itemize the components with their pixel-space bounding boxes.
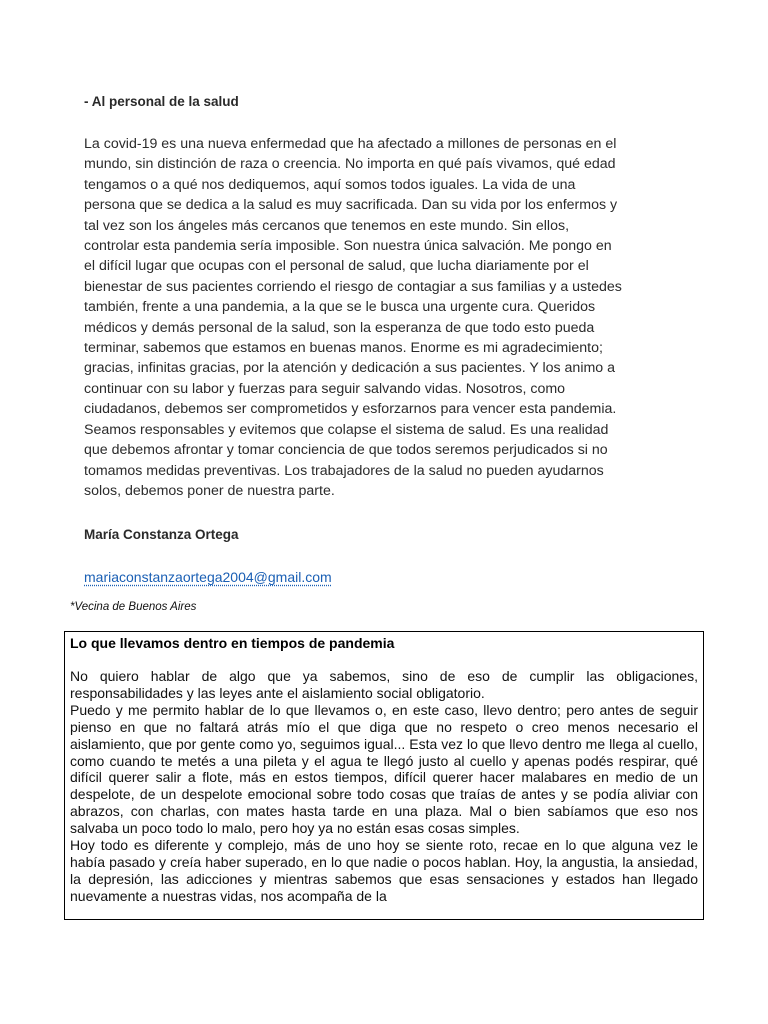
- boxed-article-title: Lo que llevamos dentro en tiempos de pandemia: [70, 635, 395, 651]
- author-email-link[interactable]: mariaconstanzaortega2004@gmail.com: [84, 569, 332, 585]
- boxed-article-paragraph: Hoy todo es diferente y complejo, más de uno hoy se siente roto, recae en lo que alguna vez le había pasado y creía haber superado, en lo que nadie o pocos hablan. Hoy, la angustia, la ansiedad, la depresión, las adicciones y mientras sabemos que esas sensaciones y estados han llegado nuevamente a nuestras vidas, nos acompaña de la: [70, 837, 698, 904]
- boxed-article-paragraph: Puedo y me permito hablar de lo que llevamos o, en este caso, llevo dentro; pero antes de seguir pienso en que no faltará atrás mío el que diga que no respeto o creo menos necesario el aislamiento, que por gente como yo, seguimos igual... Esta vez lo que llevo dentro me llega al cuello, como cuando te metés a una pileta y el agua te llegó justo al cuello y apenas podés respirar, qué difícil querer salir a flote, más en estos tiempos, difícil querer hacer malabares en medio de un despelote, de un despelote emocional sobre todo cosas que traías de antes y se podía aliviar con abrazos, con charlas, con mates hasta tarde en una plaza. Mal o bien sabíamos que eso nos salvaba un poco todo lo malo, pero hoy ya no están esas cosas simples.: [70, 701, 698, 837]
- letter-author: María Constanza Ortega: [84, 527, 239, 542]
- letter-body: La covid-19 es una nueva enfermedad que ha afectado a millones de personas en el mundo, sin distinción de raza o creencia. No importa en qué país vivamos, qué edad tengamos o a qué nos dediquemos, aquí somos todos iguales. La vida de una persona que se dedica a la salud es muy sacrificada. Dan su vida por los enfermos y tal vez son los ángeles más cercanos que tenemos en este mundo. Sin ellos, controlar esta pandemia sería imposible. Son nuestra única salvación. Me pongo en el difícil lugar que ocupas con el personal de salud, que lucha diariamente por el bienestar de sus pacientes corriendo el riesgo de contagiar a sus familias y a ustedes también, frente a una pandemia, a la que se le busca una urgente cura. Queridos médicos y demás personal de la salud, son la esperanza de que todo esto pueda terminar, sabemos que estamos en buenas manos. Enorme es mi agradecimiento; gracias, infinitas gracias, por la atención y dedicación a sus pacientes. Y los animo a continuar con su labor y fuerzas para seguir salvando vidas. Nosotros, como ciudadanos, debemos ser comprometidos y esforzarnos para vencer esta pandemia. Seamos responsables y evitemos que colapse el sistema de salud. Es una realidad que debemos afrontar y tomar conciencia de que todos seremos perjudicados si no tomamos medidas preventivas. Los trabajadores de la salud no pueden ayudarnos solos, debemos poner de nuestra parte.: [84, 136, 622, 499]
- author-note: *Vecina de Buenos Aires: [70, 601, 197, 613]
- boxed-article-paragraph: No quiero hablar de algo que ya sabemos, sino de eso de cumplir las obligaciones, responsabilidades y las leyes ante el aislamiento social obligatorio.: [70, 668, 698, 701]
- boxed-article: [64, 631, 704, 920]
- letter-heading: - Al personal de la salud: [84, 94, 239, 109]
